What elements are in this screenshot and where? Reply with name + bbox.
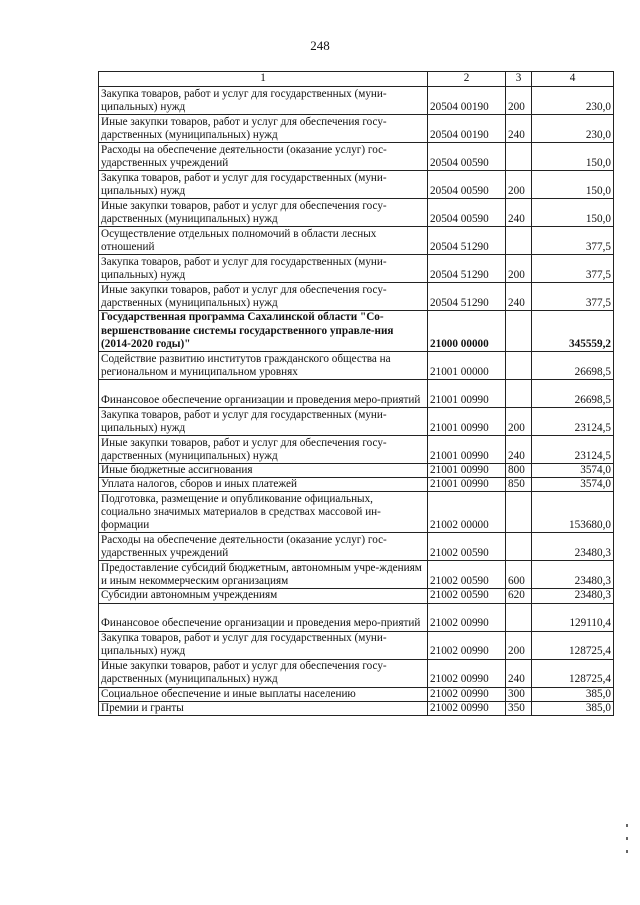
row-type — [506, 352, 532, 380]
table-row — [99, 533, 614, 561]
row-code: 21000 00000 — [428, 311, 506, 352]
table-row — [99, 352, 614, 380]
row-type — [506, 311, 532, 352]
row-amount: 153680,0 — [532, 492, 614, 533]
row-amount: 150,0 — [532, 171, 614, 199]
table-row — [99, 492, 614, 533]
table-row — [99, 687, 614, 701]
row-name: Расходы на обеспечение деятельности (оказание услуг) гос-ударственных учреждений — [99, 143, 428, 171]
row-amount: 23480,3 — [532, 589, 614, 603]
row-code: 21002 00590 — [428, 561, 506, 589]
row-amount: 128725,4 — [532, 631, 614, 659]
row-code: 20504 51290 — [428, 255, 506, 283]
table-row — [99, 115, 614, 143]
row-name: Финансовое обеспечение организации и проведения меро-приятий — [99, 603, 428, 631]
table-row — [99, 171, 614, 199]
scan-mark — [626, 824, 628, 827]
row-name: Расходы на обеспечение деятельности (оказание услуг) гос-ударственных учреждений — [99, 533, 428, 561]
row-type: 200 — [506, 87, 532, 115]
row-code: 20504 51290 — [428, 227, 506, 255]
header-type: 3 — [506, 72, 532, 87]
row-type: 240 — [506, 283, 532, 311]
row-amount: 385,0 — [532, 701, 614, 715]
table-row — [99, 631, 614, 659]
row-code: 21002 00590 — [428, 589, 506, 603]
row-type: 600 — [506, 561, 532, 589]
row-code: 21002 00000 — [428, 492, 506, 533]
budget-table — [98, 71, 614, 716]
row-name: Закупка товаров, работ и услуг для государственных (муни-ципальных) нужд — [99, 631, 428, 659]
row-type: 200 — [506, 408, 532, 436]
row-type: 300 — [506, 687, 532, 701]
row-name: Иные закупки товаров, работ и услуг для обеспечения госу-дарственных (муниципальных) нужд — [99, 199, 428, 227]
scan-marks — [626, 820, 630, 880]
row-amount: 128725,4 — [532, 659, 614, 687]
row-name: Закупка товаров, работ и услуг для государственных (муни-ципальных) нужд — [99, 255, 428, 283]
row-name: Премии и гранты — [99, 701, 428, 715]
table-row — [99, 561, 614, 589]
table-row — [99, 380, 614, 408]
page-number: 248 — [310, 38, 330, 53]
row-code: 20504 00590 — [428, 143, 506, 171]
row-code: 21001 00990 — [428, 464, 506, 478]
scan-mark — [626, 850, 628, 853]
row-type: 240 — [506, 115, 532, 143]
row-name: Иные бюджетные ассигнования — [99, 464, 428, 478]
row-code: 21002 00990 — [428, 687, 506, 701]
table-row — [99, 659, 614, 687]
row-name: Осуществление отдельных полномочий в области лесных отношений — [99, 227, 428, 255]
row-amount: 23124,5 — [532, 408, 614, 436]
row-amount: 377,5 — [532, 227, 614, 255]
row-type: 240 — [506, 199, 532, 227]
scan-mark — [626, 837, 628, 840]
row-name: Государственная программа Сахалинской области "Со-вершенствование системы государственного управле-ния (2014-2020 годы)" — [99, 311, 428, 352]
row-code: 21001 00000 — [428, 352, 506, 380]
row-code: 21002 00990 — [428, 701, 506, 715]
row-type: 850 — [506, 478, 532, 492]
header-name: 1 — [99, 72, 428, 87]
row-amount: 345559,2 — [532, 311, 614, 352]
table-row — [99, 199, 614, 227]
row-code: 21001 00990 — [428, 380, 506, 408]
row-code: 20504 00590 — [428, 171, 506, 199]
row-code: 21002 00990 — [428, 631, 506, 659]
row-type: 200 — [506, 255, 532, 283]
row-amount: 129110,4 — [532, 603, 614, 631]
row-amount: 23480,3 — [532, 533, 614, 561]
row-amount: 23480,3 — [532, 561, 614, 589]
row-type — [506, 227, 532, 255]
row-amount: 150,0 — [532, 143, 614, 171]
row-amount: 26698,5 — [532, 352, 614, 380]
row-type — [506, 143, 532, 171]
row-code: 21001 00990 — [428, 478, 506, 492]
row-name: Подготовка, размещение и опубликование официальных, социально значимых материалов в средствах массовой ин-формации — [99, 492, 428, 533]
row-amount: 3574,0 — [532, 478, 614, 492]
row-code: 21001 00990 — [428, 436, 506, 464]
row-name: Иные закупки товаров, работ и услуг для обеспечения госу-дарственных (муниципальных) нужд — [99, 115, 428, 143]
table-row — [99, 603, 614, 631]
row-type — [506, 492, 532, 533]
row-type: 800 — [506, 464, 532, 478]
table-row — [99, 255, 614, 283]
row-type — [506, 380, 532, 408]
table-row — [99, 283, 614, 311]
row-type: 200 — [506, 171, 532, 199]
row-name: Иные закупки товаров, работ и услуг для обеспечения госу-дарственных (муниципальных) нужд — [99, 659, 428, 687]
row-name: Закупка товаров, работ и услуг для государственных (муни-ципальных) нужд — [99, 87, 428, 115]
row-code: 21002 00990 — [428, 603, 506, 631]
table-row — [99, 87, 614, 115]
row-amount: 26698,5 — [532, 380, 614, 408]
row-code: 20504 51290 — [428, 283, 506, 311]
table-row — [99, 227, 614, 255]
header-amount: 4 — [532, 72, 614, 87]
row-type: 200 — [506, 631, 532, 659]
row-name: Предоставление субсидий бюджетным, автономным учре-ждениям и иным некоммерческим организациям — [99, 561, 428, 589]
row-type: 240 — [506, 659, 532, 687]
row-type: 350 — [506, 701, 532, 715]
row-name: Содействие развитию институтов гражданского общества на региональном и муниципальном уровнях — [99, 352, 428, 380]
row-code: 21002 00990 — [428, 659, 506, 687]
table-row — [99, 478, 614, 492]
row-amount: 3574,0 — [532, 464, 614, 478]
row-name: Закупка товаров, работ и услуг для государственных (муни-ципальных) нужд — [99, 408, 428, 436]
table-row — [99, 143, 614, 171]
row-name: Закупка товаров, работ и услуг для государственных (муни-ципальных) нужд — [99, 171, 428, 199]
row-amount: 150,0 — [532, 199, 614, 227]
row-code: 20504 00590 — [428, 199, 506, 227]
row-code: 20504 00190 — [428, 115, 506, 143]
row-amount: 385,0 — [532, 687, 614, 701]
table-row — [99, 311, 614, 352]
table-row — [99, 408, 614, 436]
table-row — [99, 589, 614, 603]
row-name: Иные закупки товаров, работ и услуг для обеспечения госу-дарственных (муниципальных) нужд — [99, 283, 428, 311]
row-amount: 230,0 — [532, 115, 614, 143]
row-name: Субсидии автономным учреждениям — [99, 589, 428, 603]
row-amount: 230,0 — [532, 87, 614, 115]
row-type: 240 — [506, 436, 532, 464]
table-header-row — [99, 72, 614, 87]
header-code: 2 — [428, 72, 506, 87]
row-code: 20504 00190 — [428, 87, 506, 115]
table-row — [99, 701, 614, 715]
row-type — [506, 603, 532, 631]
row-name: Уплата налогов, сборов и иных платежей — [99, 478, 428, 492]
row-type: 620 — [506, 589, 532, 603]
row-name: Социальное обеспечение и иные выплаты населению — [99, 687, 428, 701]
row-code: 21002 00590 — [428, 533, 506, 561]
row-amount: 23124,5 — [532, 436, 614, 464]
row-amount: 377,5 — [532, 255, 614, 283]
row-amount: 377,5 — [532, 283, 614, 311]
row-name: Финансовое обеспечение организации и проведения меро-приятий — [99, 380, 428, 408]
row-code: 21001 00990 — [428, 408, 506, 436]
table-row — [99, 464, 614, 478]
row-name: Иные закупки товаров, работ и услуг для обеспечения госу-дарственных (муниципальных) нужд — [99, 436, 428, 464]
table-row — [99, 436, 614, 464]
row-type — [506, 533, 532, 561]
